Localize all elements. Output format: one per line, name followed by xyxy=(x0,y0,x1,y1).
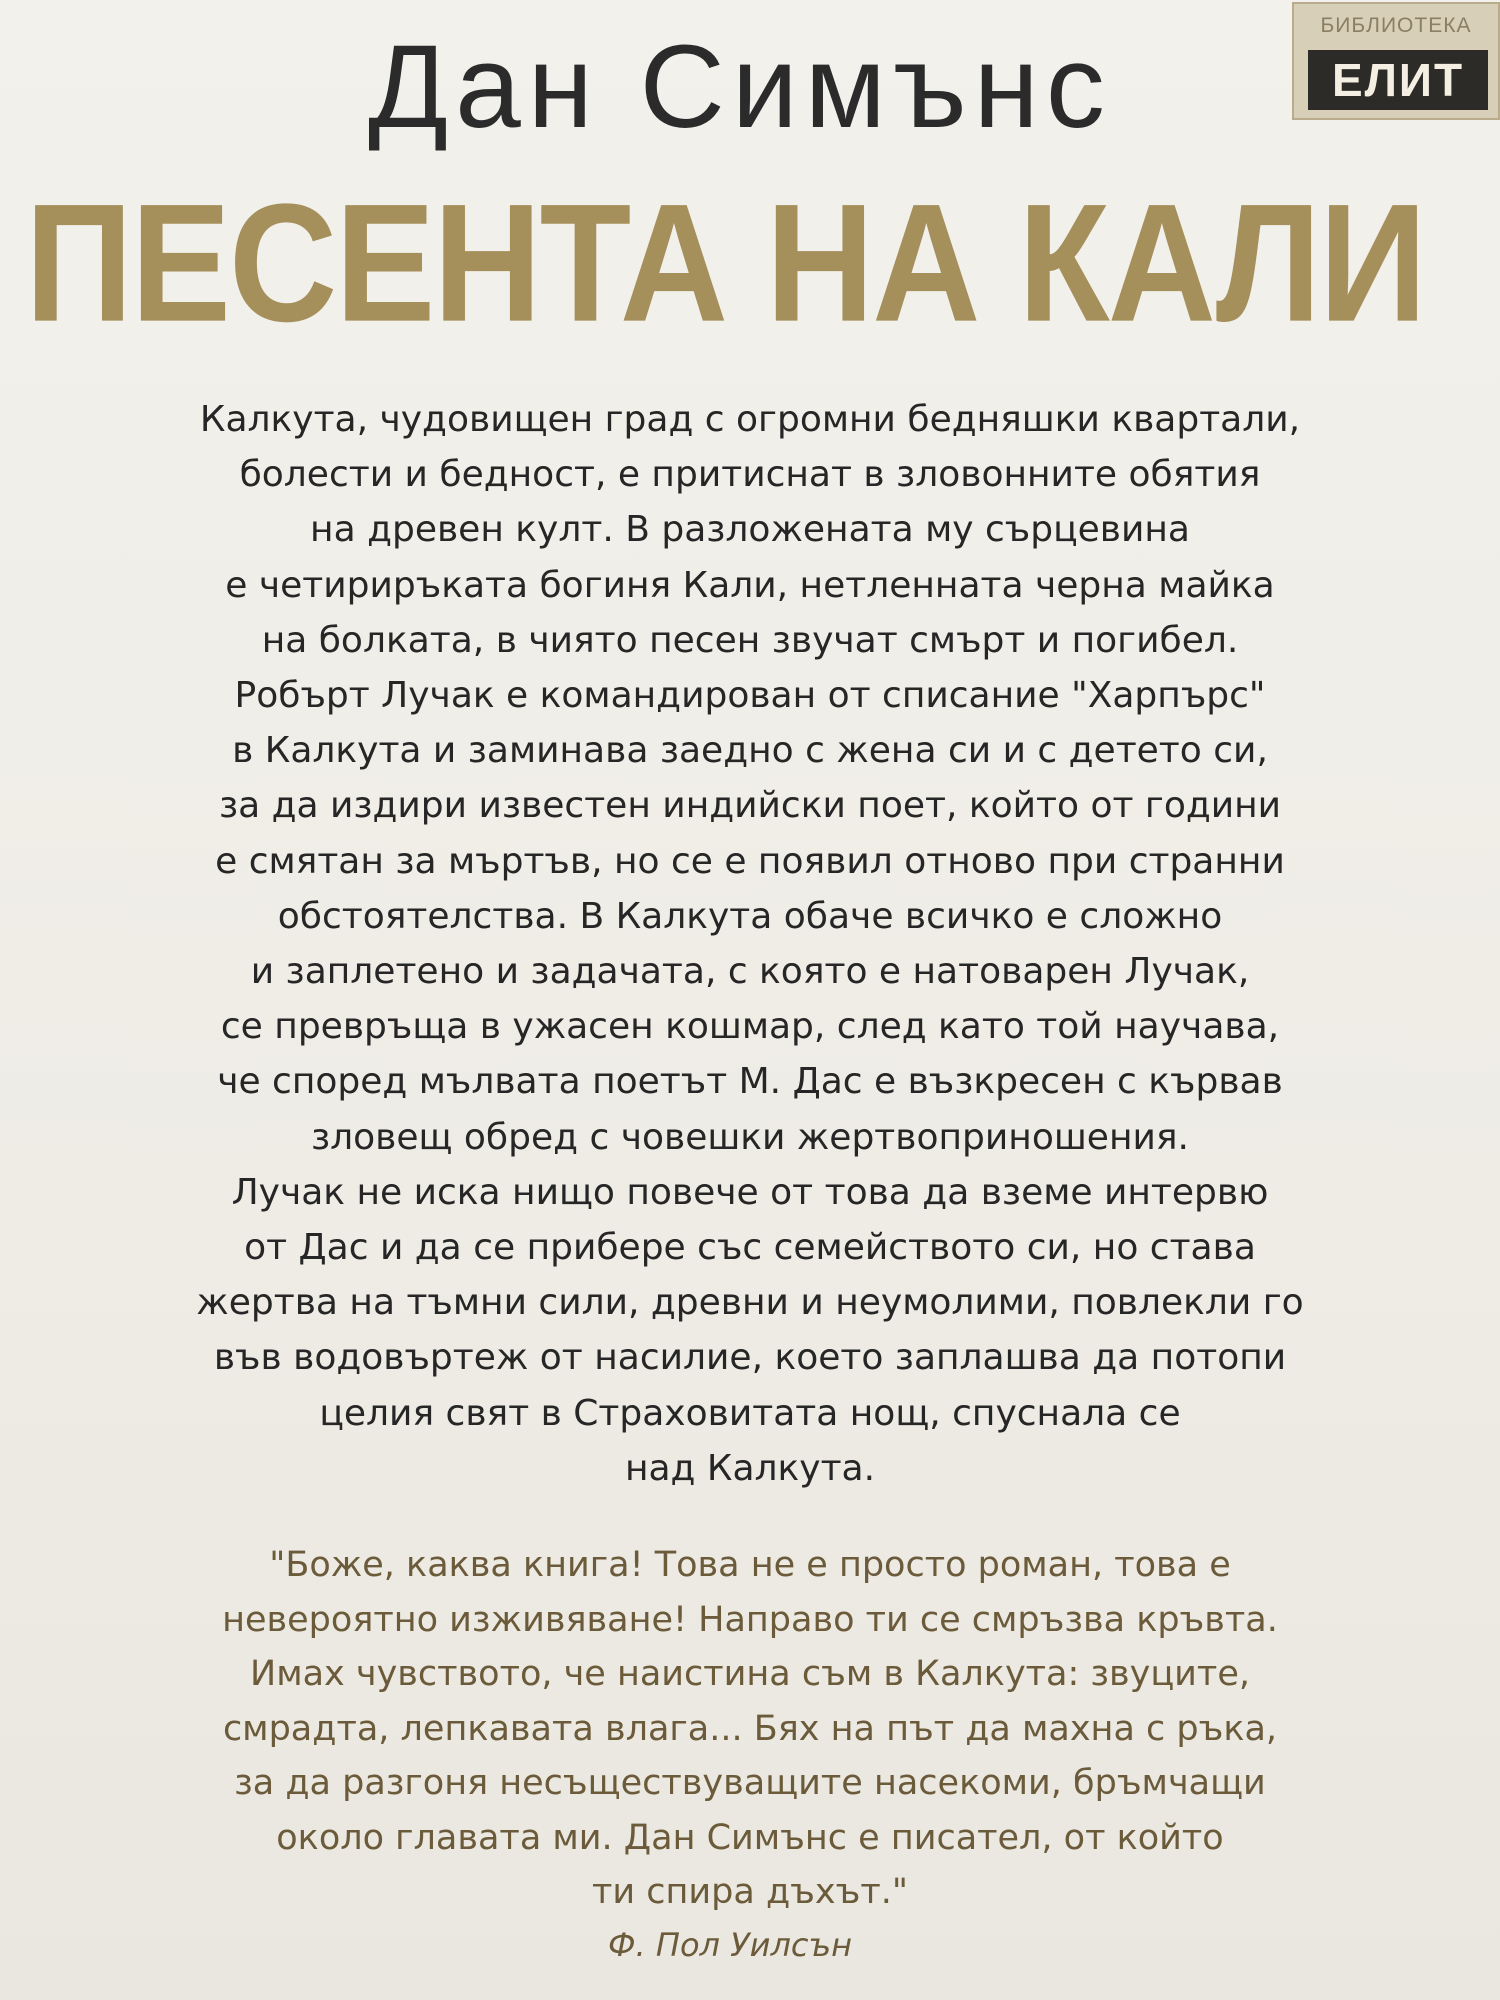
quote-line: "Боже, каква книга! Това не е просто роман, това е xyxy=(269,1545,1231,1585)
author-name: Дан Симънс xyxy=(368,21,1112,153)
blurb-line: обстоятелства. В Калкута обаче всичко е сложно xyxy=(277,895,1223,937)
quote-line: Имах чувството, че наистина съм в Калкута: звуците, xyxy=(250,1654,1250,1694)
blurb-line: на болката, в чиято песен звучат смърт и погибел. xyxy=(261,619,1239,661)
blurb-line: и заплетено и задачата, с която е натоварен Лучак, xyxy=(250,951,1250,993)
blurb-line: за да издири известен индийски поет, който от години xyxy=(218,785,1282,827)
blurb-line: във водовъртеж от насилие, което заплашва да потопи xyxy=(213,1337,1287,1379)
blurb-line: Робърт Лучак е командирован от списание "Харпърс" xyxy=(234,675,1266,717)
blurb-line: е четириръката богиня Кали, нетленната черна майка xyxy=(225,564,1275,606)
blurb-line: че според мълвата поетът М. Дас е възкресен с кървав xyxy=(217,1061,1283,1103)
blurb-text xyxy=(130,392,1370,1496)
blurb-line: Лучак не иска нищо повече от това да вземе интервю xyxy=(231,1171,1269,1213)
blurb-line: се превръща в ужасен кошмар, след като той научава, xyxy=(220,1006,1280,1048)
blurb-line: жертва на тъмни сили, древни и неумолими, повлекли го xyxy=(196,1282,1304,1324)
quote-line: невероятно изживяване! Направо ти се смръзва кръвта. xyxy=(222,1599,1278,1640)
blurb-line: целия свят в Страховитата нощ, спуснала се xyxy=(319,1392,1181,1434)
series-badge-name: ЕЛИТ xyxy=(1308,50,1488,110)
blurb-line: в Калкута и заминава заедно с жена си и с детето си, xyxy=(232,730,1268,772)
blurb-line: Калкута, чудовищен град с огромни бедняшки квартали, xyxy=(199,399,1301,440)
quote-line: ти спира дъхът." xyxy=(592,1872,908,1912)
blurb-line: е смятан за мъртъв, но се е появил отново при странни xyxy=(215,840,1285,882)
series-badge-label: БИБЛИОТЕКА xyxy=(1320,14,1472,37)
blurb-line: от Дас и да се прибере със семейството си, но става xyxy=(244,1227,1256,1269)
blurb-line: на древен култ. В разложената му сърцевина xyxy=(310,509,1190,551)
blurb-line: зловещ обред с човешки жертвоприношения. xyxy=(311,1116,1189,1158)
blurb-line: над Калкута. xyxy=(624,1447,876,1489)
quote-line: смрадта, лепкавата влага... Бях на път да махна с ръка, xyxy=(222,1708,1278,1749)
series-badge xyxy=(1292,2,1500,120)
quote-line: около главата ми. Дан Симънс е писател, от който xyxy=(276,1817,1224,1858)
review-quote xyxy=(120,1538,1380,1920)
quote-line: за да разгоня несъществуващите насекоми, бръмчащи xyxy=(234,1763,1266,1803)
blurb-line: болести и бедност, е притиснат в зловонните обятия xyxy=(239,454,1261,496)
quote-author: Ф. Пол Уилсън xyxy=(607,1926,853,1964)
book-title: ПЕСЕНТА НА КАЛИ xyxy=(25,168,1425,357)
